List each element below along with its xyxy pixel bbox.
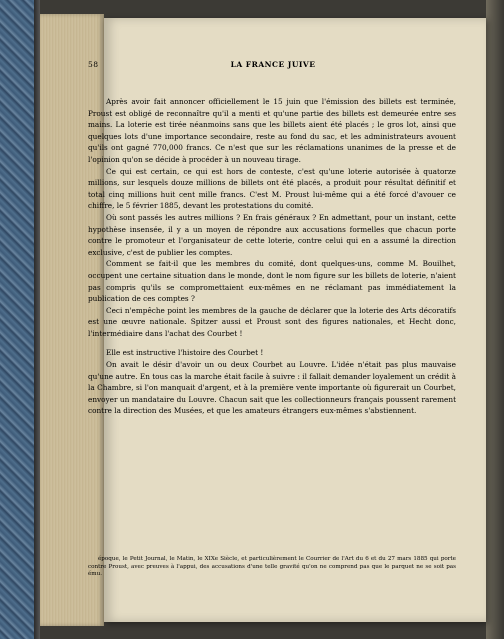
running-header: [88, 60, 458, 74]
paragraph: Comment se fait-il que les membres du comité, dont quelques-uns, comme M. Bouilhet, occupent une certaine situation dans le monde, dont le nom figure sur les billets de loterie, n'aient pas compris qu'ils se compromettaient eux-mêmes en ne réclamant pas immédiatement la publication de ces comptes ?: [88, 259, 456, 304]
paragraph: Elle est instructive l'histoire des Courbet !: [106, 348, 264, 358]
paragraph: Ceci n'empêche point les membres de la gauche de déclarer que la loterie des Arts décoratifs est une œuvre nationale. Spitzer aussi et Proust sont des figures nationales, et Hecht donc, l'intermédiaire dans l'achat des Courbet !: [88, 305, 456, 338]
scan-border: [486, 0, 504, 639]
page-number: 58: [88, 60, 99, 69]
book-spine: [0, 0, 40, 639]
running-title: LA FRANCE JUIVE: [230, 60, 316, 69]
paragraph: Où sont passés les autres millions ? En frais généraux ? En admettant, pour un instant, cette hypothèse insensée, il y a un moyen de répondre aux accusations formelles que chacun porte contre le promoteur et l'organisateur de cette loterie, contre celui qui en a assumé la direction exclusive, c'est de publier les comptes.: [88, 212, 456, 257]
footnote: [88, 556, 456, 579]
paragraph: On avait le désir d'avoir un ou deux Courbet au Louvre. L'idée n'était pas plus mauvaise qu'une autre. En tous cas la marche était facile à suivre : il fallait demander loyalement un crédit à la Chambre, si l'on manquait d'argent, et à la première vente importante où figurerait un Courbet, envoyer un mandataire du Louvre. Chacun sait que les collectionneurs français poussent rarement contre la direction des Musées, et que les amateurs étrangers eux-mêmes s'abstiennent.: [88, 360, 456, 416]
footnote-text: époque, le Petit Journal, le Matin, le XIXe Siècle, et particulièrement le Courrier de l'Art du 6 et du 27 mars 1885 qui porte contre Proust, avec preuves à l'appui, des accusations d'une telle gravité qu'on ne comprend pas que le parquet ne se soit pas ému.: [88, 556, 456, 578]
paragraph: Ce qui est certain, ce qui est hors de conteste, c'est qu'une loterie autorisée à quatorze millions, sur lesquels douze millions de billets ont été placés, a produit pour résultat définitif et total cinq millions huit cent mille francs. C'est M. Proust lui-même qui a été forcé d'avouer ce chiffre, le 5 février 1885, devant les protestations du comité.: [88, 166, 456, 211]
body-text: [88, 96, 456, 417]
paragraph: Après avoir fait annoncer officiellement le 15 juin que l'émission des billets est terminée, Proust est obligé de reconnaître qu'il a menti et qu'une partie des billets est demeurée entre ses mains. La loterie est tirée néanmoins sans que les billets aient été placés ; le gros lot, ainsi que quelques lots d'une importance secondaire, reste au fond du sac, et les administrateurs avouent qu'ils ont gagné 770,000 francs. Ce n'est que sur les réclamations unanimes de la presse et de l'opinion qu'on se décide à procéder à un nouveau tirage.: [88, 97, 456, 164]
